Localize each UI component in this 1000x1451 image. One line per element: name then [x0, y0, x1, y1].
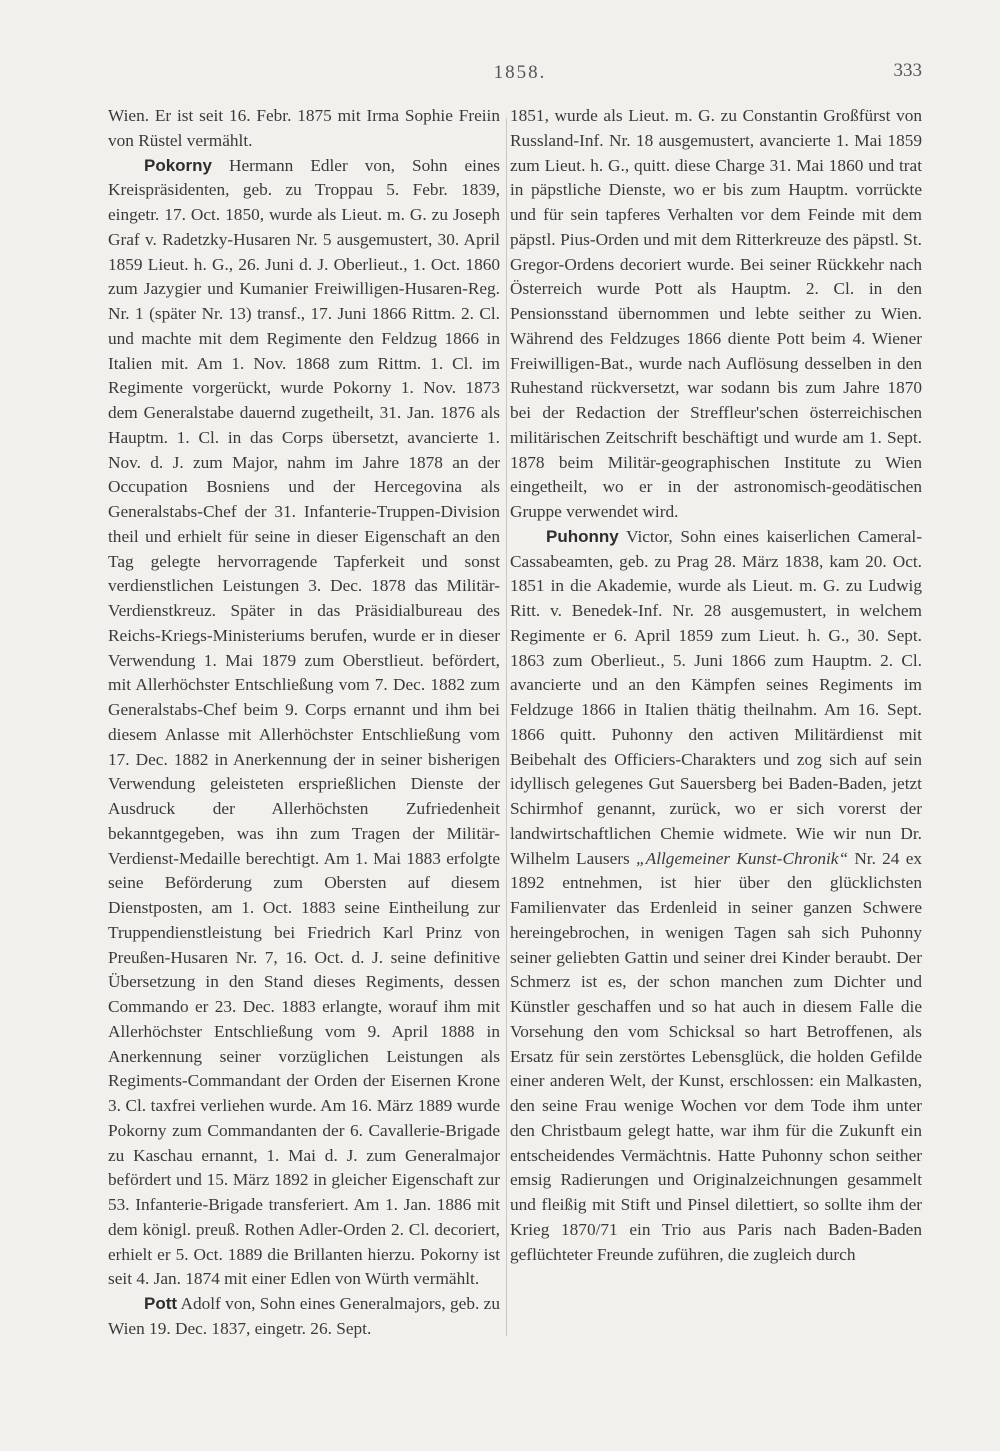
- page-header: [0, 60, 1000, 90]
- left-column: [108, 104, 500, 1342]
- paragraph-text: 1851, wurde als Lieut. m. G. zu Constantin Großfürst von Russland-Inf. Nr. 18 ausgemustert, avancierte 1. Mai 1859 zum Lieut. h. G., quitt. diese Charge 31. Mai 1860 und trat in päpstliche Dienste, wo er bis zum Hauptm. vorrückte und für sein tapferes Verhalten vor dem Feinde mit dem päpstl. Pius-Orden und mit dem Ritterkreuze des päpstl. St. Gregor-Ordens decoriert wurde. Bei seiner Rückkehr nach Österreich wurde Pott als Hauptm. 2. Cl. in den Pensionsstand übernommen und lebte seither zu Wien. Während des Feldzuges 1866 diente Pott beim 4. Wiener Freiwilligen-Bat., wurde nach Auflösung desselben in den Ruhestand rückversetzt, war sodann bis zum Jahre 1870 bei der Redaction der Streffleur'schen österreichischen militärischen Zeitschrift beschäftigt und wurde am 1. Sept. 1878 beim Militär-geographischen Institute zu Wien eingetheilt, wo er in der astronomisch-geodätischen Gruppe verwendet wird.: [510, 106, 922, 521]
- entry-text: Nr. 24 ex 1892 entnehmen, ist hier über den glücklichsten Familienvater das Erdenleid in seiner ganzen Schwere hereingebrochen, in wenigen Tagen sah sich Puhonny seiner geliebten Gattin und seiner drei Kinder beraubt. Der Schmerz ist es, der schon manchen zum Dichter und Künstler geschaffen und so hat auch in diesem Falle die Vorsehung den vom Schicksal so hart Betroffenen, als Ersatz für sein zerstörtes Lebensglück, die holden Gefilde einer anderen Welt, der Kunst, erschlossen: ein Malkasten, den seine Frau wenige Wochen vor dem Tode ihm unter den Christbaum gelegt hatte, war ihm für die Zukunft ein entscheidendes Vermächtnis. Hatte Puhonny schon seither emsig Radierungen und Originalzeichnungen gesammelt und fleißig mit Stift und Pinsel dilettiert, so sollte ihm der Krieg 1870/71 ein Trio aus Paris nach Baden-Baden geflüchteter Freunde zuführen, die zugleich durch: [510, 848, 923, 1264]
- entry-text: Victor, Sohn eines kaiserlichen Cameral-Cassabeamten, geb. zu Prag 28. März 1838, kam 20. Oct. 1851 in die Akademie, wurde als Lieut. m. G. zu Ludwig Ritt. v. Benedek-Inf. Nr. 28 ausgemustert, in welchem Regimente er 6. April 1859 zum Lieut. h. G., 30. Sept. 1863 zum Oberlieut., 5. Juni 1866 zum Hauptm. 2. Cl. avancierte und an den Kämpfen seines Regiments im Feldzuge 1866 in Italien thätig theilnahm. Am 16. Sept. 1866 quitt. Puhonny den activen Militärdienst mit Beibehalt des Officiers-Charakters und zog sich auf sein idyllisch gelegenes Gut Sauersberg bei Baden-Baden, jetzt Schirmhof genannt, zurück, wo er sich vorerst der landwirtschaftlichen Chemie widmete. Wie wir nun Dr. Wilhelm Lausers: [510, 526, 922, 868]
- entry-puhonny: [510, 525, 922, 1268]
- column-rule: [506, 118, 507, 1336]
- entry-name: Pott: [144, 1294, 178, 1313]
- entry-pokorny: [108, 154, 500, 1293]
- page-number: 333: [893, 60, 922, 81]
- right-column: [510, 104, 922, 1267]
- cited-publication: „Allgemeiner Kunst-Chronik“: [636, 848, 849, 868]
- entry-name: Puhonny: [546, 526, 619, 546]
- entry-name: Pokorny: [144, 155, 213, 175]
- paragraph-continuation: [510, 104, 922, 525]
- entry-text: Hermann Edler von, Sohn eines Kreispräsidenten, geb. zu Troppau 5. Febr. 1839, eingetr. 17. Oct. 1850, wurde als Lieut. m. G. zu Joseph Graf v. Radetzky-Husaren Nr. 5 ausgemustert, 30. April 1859 Lieut. h. G., 26. Juni d. J. Oberlieut., 1. Oct. 1860 zum Jazygier und Kumanier Freiwilligen-Husaren-Reg. Nr. 1 (später Nr. 13) transf., 17. Juni 1866 Rittm. 2. Cl. und machte mit dem Regimente den Feldzug 1866 in Italien mit. Am 1. Nov. 1868 zum Rittm. 1. Cl. im Regimente vorgerückt, wurde Pokorny 1. Nov. 1873 dem Generalstabe dauernd zugetheilt, 31. Jan. 1876 als Hauptm. 1. Cl. in das Corps übersetzt, avancierte 1. Nov. d. J. zum Major, nahm im Jahre 1878 an der Occupation Bosniens und der Hercegovina als Generalstabs-Chef der 31. Infanterie-Truppen-Division theil und erhielt für seine in dieser Eigenschaft an den Tag gelegte hervorragende Tapferkeit und sonst verdienstlichen Leistungen 3. Dec. 1878 das Militär-Verdienstkreuz. Später in das Präsidialbureau des Reichs-Kriegs-Ministeriums berufen, wurde er in dieser Verwendung 1. Mai 1879 zum Oberstlieut. befördert, mit Allerhöchster Entschließung vom 7. Dec. 1882 zum Generalstabs-Chef beim 9. Corps ernannt und ihm bei diesem Anlasse mit Allerhöchster Entschließung vom 17. Dec. 1882 in Anerkennung der in seiner bisherigen Verwendung geleisteten ersprießlichen Dienste der Ausdruck der Allerhöchsten Zufriedenheit bekanntgegeben, was ihn zum Tragen der Militär-Verdienst-Medaille berechtigt. Am 1. Mai 1883 erfolgte seine Beförderung zum Obersten auf diesem Dienstposten, am 1. Oct. 1883 seine Eintheilung zur Truppendienstleistung bei Friedrich Karl Prinz von Preußen-Husaren Nr. 7, 16. Oct. d. J. seine definitive Übersetzung in den Stand dieses Regiments, dessen Commando er 23. Dec. 1883 erlangte, worauf ihm mit Allerhöchster Entschließung vom 9. April 1888 in Anerkennung seiner vorzüglichen Leistungen als Regiments-Commandant der Orden der Eisernen Krone 3. Cl. taxfrei verliehen wurde. Am 16. März 1889 wurde Pokorny zum Commandanten der 6. Cavallerie-Brigade zu Kaschau ernannt, 1. Mai d. J. zum Generalmajor befördert und 15. März 1892 in gleicher Eigenschaft zur 53. Infanterie-Brigade transferiert. Am 1. Jan. 1886 mit dem königl. preuß. Rothen Adler-Orden 2. Cl. decoriert, erhielt er 5. Oct. 1889 die Brillanten hierzu. Pokorny ist seit 4. Jan. 1874 mit einer Edlen von Würth vermählt.: [108, 155, 500, 1289]
- entry-text: Adolf von, Sohn eines Generalmajors, geb. zu Wien 19. Dec. 1837, eingetr. 26. Sept.: [108, 1294, 500, 1338]
- paragraph-text: Wien. Er ist seit 16. Febr. 1875 mit Irma Sophie Freiin von Rüstel vermählt.: [108, 106, 500, 150]
- entry-pott: [108, 1292, 500, 1342]
- paragraph-continuation: [108, 104, 500, 154]
- running-head-year: 1858.: [493, 62, 547, 83]
